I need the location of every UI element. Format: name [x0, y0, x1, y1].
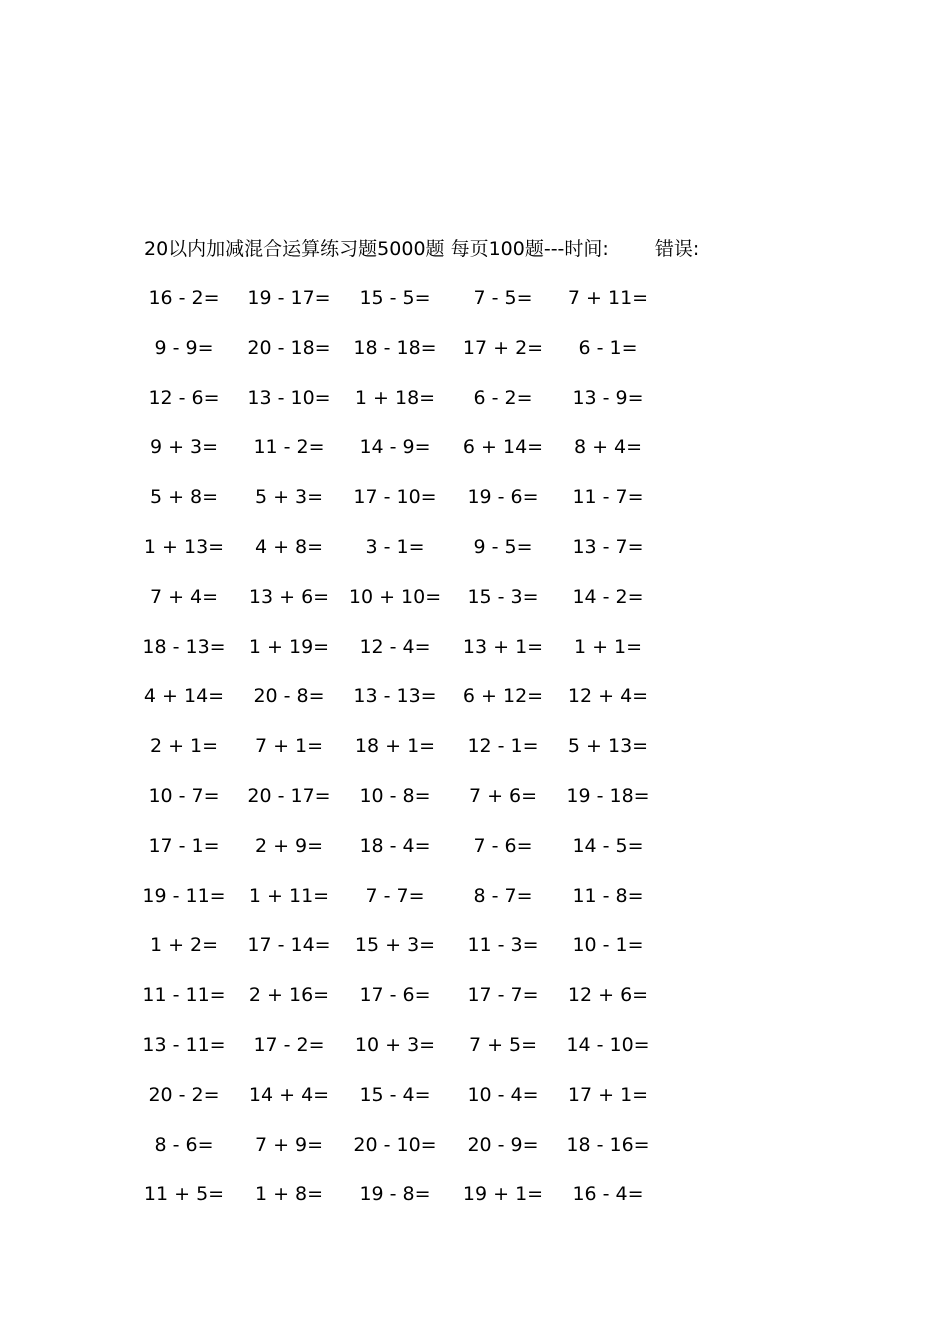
math-problem: 13 - 13= — [353, 685, 437, 708]
math-problem: 12 - 6= — [148, 386, 220, 409]
problem-row — [0, 334, 950, 384]
math-problem: 5 + 3= — [254, 486, 324, 509]
math-problem: 10 - 4= — [467, 1083, 539, 1106]
math-problem: 6 - 1= — [578, 336, 638, 359]
problem-row — [0, 682, 950, 732]
math-problem: 9 - 5= — [473, 535, 533, 558]
math-problem: 5 + 13= — [567, 735, 649, 758]
math-problem: 18 - 16= — [566, 1133, 650, 1156]
problem-row — [0, 1081, 950, 1131]
math-problem: 20 - 2= — [148, 1083, 220, 1106]
math-problem: 17 + 2= — [462, 336, 544, 359]
math-problem: 14 + 4= — [248, 1083, 330, 1106]
problem-row — [0, 433, 950, 483]
math-problem: 3 - 1= — [365, 535, 425, 558]
worksheet-header — [144, 236, 699, 262]
math-problem: 17 + 1= — [567, 1083, 649, 1106]
math-problem: 16 - 4= — [572, 1183, 644, 1206]
math-problem: 13 - 10= — [247, 386, 331, 409]
problem-row — [0, 633, 950, 683]
math-problem: 2 + 9= — [254, 834, 324, 857]
math-problem: 7 + 6= — [468, 784, 538, 807]
math-problem: 13 + 1= — [462, 635, 544, 658]
math-problem: 1 + 18= — [354, 386, 436, 409]
math-problem: 13 - 7= — [572, 535, 644, 558]
math-problem: 9 - 9= — [154, 336, 214, 359]
problem-row — [0, 832, 950, 882]
math-problem: 19 - 18= — [566, 784, 650, 807]
math-problem: 10 + 3= — [354, 1033, 436, 1056]
math-problem: 12 - 1= — [467, 735, 539, 758]
math-problem: 6 - 2= — [473, 386, 533, 409]
math-problem: 9 + 3= — [149, 436, 219, 459]
math-problem: 8 - 7= — [473, 884, 533, 907]
math-problem: 14 - 2= — [572, 585, 644, 608]
problem-row — [0, 981, 950, 1031]
math-problem: 18 + 1= — [354, 735, 436, 758]
problem-row — [0, 882, 950, 932]
math-problem: 19 + 1= — [462, 1183, 544, 1206]
worksheet-title: 20以内加减混合运算练习题5000题 每页100题---时间: — [144, 238, 609, 260]
math-problem: 7 + 1= — [254, 735, 324, 758]
math-problem: 14 - 9= — [359, 436, 431, 459]
math-problem: 1 + 2= — [149, 934, 219, 957]
problem-row — [0, 732, 950, 782]
math-problem: 18 - 18= — [353, 336, 437, 359]
problem-row — [0, 284, 950, 334]
problem-row — [0, 483, 950, 533]
math-problem: 11 - 3= — [467, 934, 539, 957]
math-problem: 18 - 4= — [359, 834, 431, 857]
math-problem: 8 - 6= — [154, 1133, 214, 1156]
math-problem: 19 - 17= — [247, 287, 331, 309]
math-problem: 20 - 17= — [247, 784, 331, 807]
math-problem: 13 - 11= — [142, 1033, 226, 1056]
math-problem: 13 + 6= — [248, 585, 330, 608]
math-problem: 7 + 11= — [567, 287, 649, 309]
math-problem: 7 - 7= — [365, 884, 425, 907]
math-problem: 4 + 14= — [143, 685, 225, 708]
math-problem: 5 + 8= — [149, 486, 219, 509]
math-problem: 1 + 8= — [254, 1183, 324, 1206]
math-problem: 1 + 19= — [248, 635, 330, 658]
math-problem: 17 - 2= — [253, 1033, 325, 1056]
math-problem: 13 - 9= — [572, 386, 644, 409]
math-problem: 19 - 11= — [142, 884, 226, 907]
math-problem: 20 - 8= — [253, 685, 325, 708]
math-problem: 11 + 5= — [143, 1183, 225, 1206]
problem-grid — [0, 284, 950, 1230]
math-problem: 1 + 13= — [143, 535, 225, 558]
math-problem: 11 - 7= — [572, 486, 644, 509]
math-problem: 11 - 2= — [253, 436, 325, 459]
math-problem: 17 - 14= — [247, 934, 331, 957]
math-problem: 17 - 10= — [353, 486, 437, 509]
math-problem: 8 + 4= — [573, 436, 643, 459]
math-problem: 15 + 3= — [354, 934, 436, 957]
problem-row — [0, 583, 950, 633]
math-problem: 12 - 4= — [359, 635, 431, 658]
math-problem: 15 - 4= — [359, 1083, 431, 1106]
math-problem: 20 - 10= — [353, 1133, 437, 1156]
math-problem: 20 - 18= — [247, 336, 331, 359]
math-problem: 2 + 1= — [149, 735, 219, 758]
math-problem: 7 - 6= — [473, 834, 533, 857]
math-problem: 17 - 1= — [148, 834, 220, 857]
math-problem: 15 - 3= — [467, 585, 539, 608]
math-problem: 12 + 4= — [567, 685, 649, 708]
problem-row — [0, 1180, 950, 1230]
math-problem: 2 + 16= — [248, 984, 330, 1007]
math-problem: 7 + 5= — [468, 1033, 538, 1056]
math-problem: 17 - 7= — [467, 984, 539, 1007]
math-problem: 6 + 14= — [462, 436, 544, 459]
problem-row — [0, 1031, 950, 1081]
errors-label: 错误: — [654, 238, 700, 260]
math-problem: 11 - 11= — [142, 984, 226, 1007]
math-problem: 20 - 9= — [467, 1133, 539, 1156]
math-problem: 7 + 9= — [254, 1133, 324, 1156]
math-problem: 12 + 6= — [567, 984, 649, 1007]
math-problem: 14 - 5= — [572, 834, 644, 857]
math-problem: 10 - 7= — [148, 784, 220, 807]
math-problem: 11 - 8= — [572, 884, 644, 907]
math-problem: 10 + 10= — [348, 585, 442, 608]
math-problem: 15 - 5= — [359, 287, 431, 309]
math-problem: 1 + 1= — [573, 635, 643, 658]
problem-row — [0, 533, 950, 583]
problem-row — [0, 782, 950, 832]
math-problem: 19 - 6= — [467, 486, 539, 509]
math-problem: 7 + 4= — [149, 585, 219, 608]
math-problem: 4 + 8= — [254, 535, 324, 558]
math-problem: 10 - 8= — [359, 784, 431, 807]
math-problem: 10 - 1= — [572, 934, 644, 957]
math-problem: 7 - 5= — [473, 287, 533, 309]
problem-row — [0, 931, 950, 981]
problem-row — [0, 1131, 950, 1181]
math-problem: 1 + 11= — [248, 884, 330, 907]
math-problem: 16 - 2= — [148, 287, 220, 309]
math-problem: 18 - 13= — [142, 635, 226, 658]
math-problem: 17 - 6= — [359, 984, 431, 1007]
math-problem: 19 - 8= — [359, 1183, 431, 1206]
problem-row — [0, 384, 950, 434]
math-problem: 14 - 10= — [566, 1033, 650, 1056]
math-problem: 6 + 12= — [462, 685, 544, 708]
